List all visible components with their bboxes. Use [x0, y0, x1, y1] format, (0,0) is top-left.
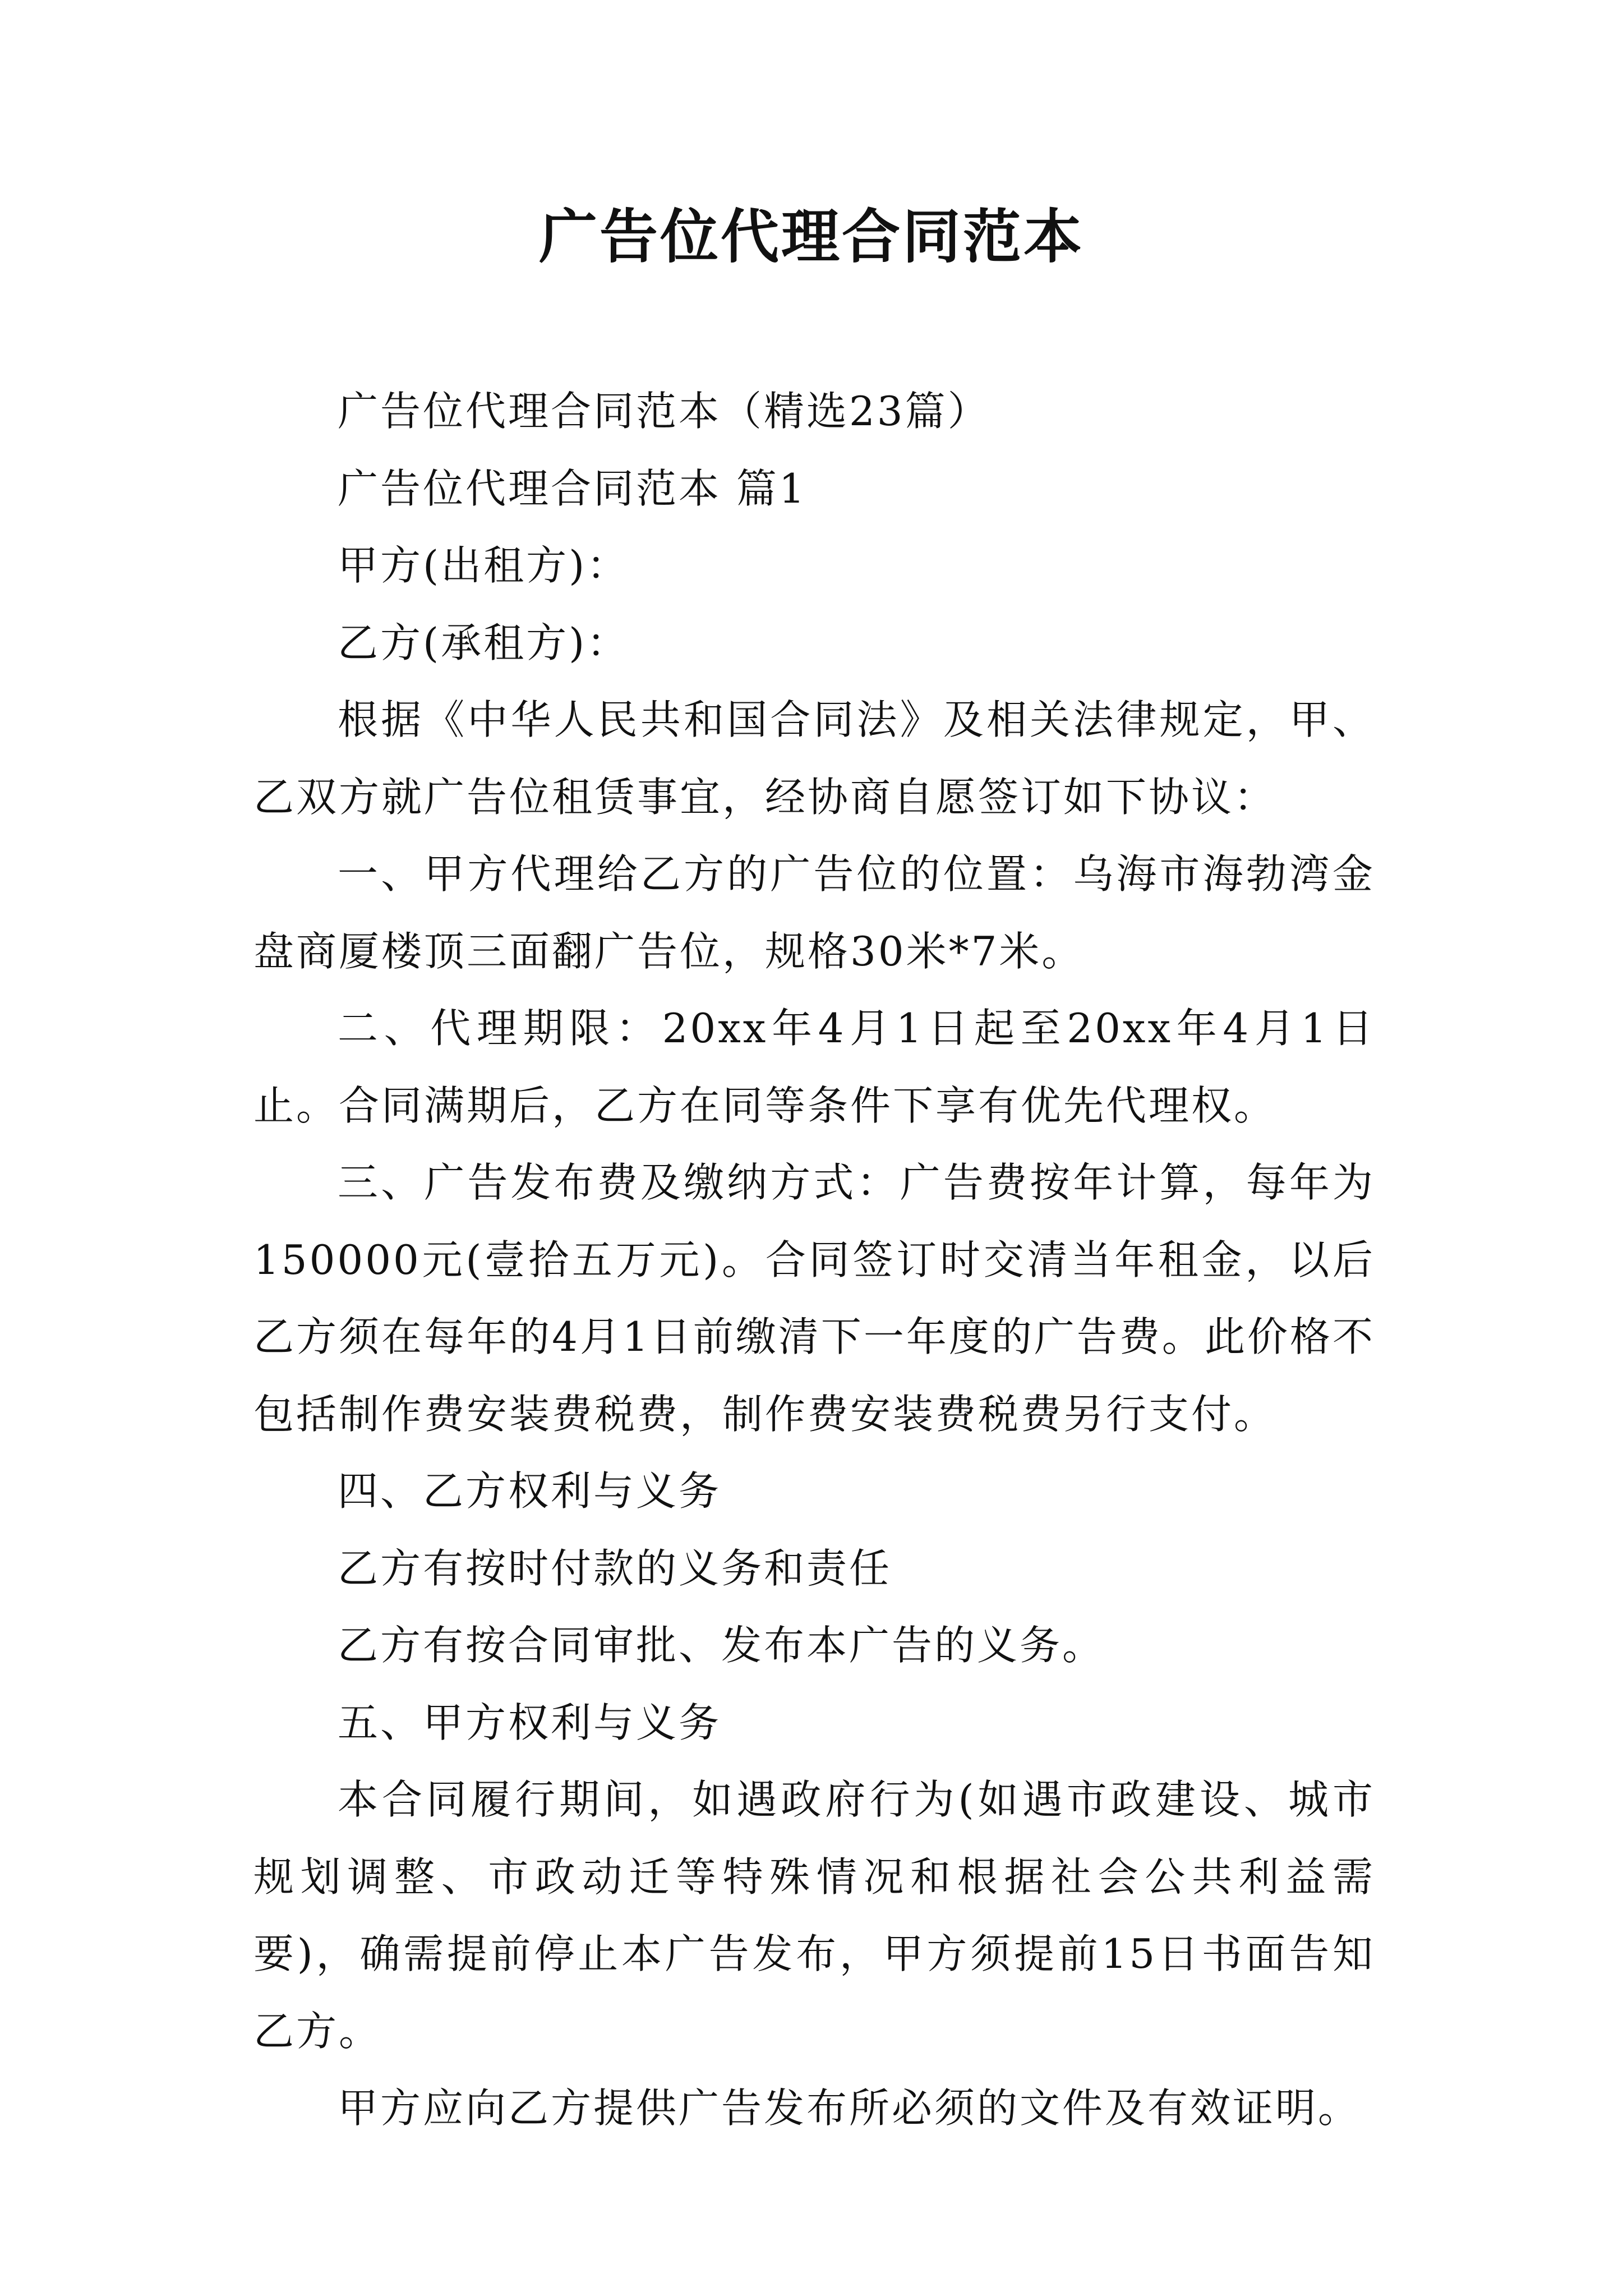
paragraph-clause-1: 一、甲方代理给乙方的广告位的位置：乌海市海勃湾金盘商厦楼顶三面翻广告位，规格30米*7米。	[253, 850, 1375, 975]
document-body	[253, 373, 1375, 2147]
paragraph-clause-4-heading: 四、乙方权利与义务	[338, 1467, 722, 1515]
paragraph-party-b: 乙方(承租方)：	[338, 619, 630, 666]
paragraph-clause-2: 二、代理期限：20xx年4月1日起至20xx年4月1日止。合同满期后，乙方在同等条件下享有优先代理权。	[253, 1005, 1375, 1129]
paragraph-clause-3: 三、广告发布费及缴纳方式：广告费按年计算，每年为150000元(壹拾五万元)。合同签订时交清当年租金，以后乙方须在每年的4月1日前缴清下一年度的广告费。此价格不包括制作费安装费税费，制作费安装费税费另行支付。	[253, 1159, 1375, 1438]
paragraph-section-heading: 广告位代理合同范本 篇1	[338, 464, 807, 512]
paragraph-clause-4-item-2: 乙方有按合同审批、发布本广告的义务。	[338, 1622, 1105, 1669]
paragraph-subtitle: 广告位代理合同范本（精选23篇）	[338, 388, 990, 435]
paragraph-clause-5-item-1: 本合同履行期间，如遇政府行为(如遇市政建设、城市规划调整、市政动迁等特殊情况和根据社会公共利益需要)，确需提前停止本广告发布，甲方须提前15日书面告知乙方。	[253, 1776, 1375, 2055]
document-title: 广告位代理合同范本	[538, 203, 1084, 271]
paragraph-clause-5-heading: 五、甲方权利与义务	[338, 1699, 722, 1746]
paragraph-preamble: 根据《中华人民共和国合同法》及相关法律规定，甲、乙双方就广告位租赁事宜，经协商自愿签订如下协议：	[253, 696, 1375, 821]
paragraph-clause-4-item-1: 乙方有按时付款的义务和责任	[338, 1544, 892, 1592]
paragraph-party-a: 甲方(出租方)：	[338, 542, 630, 589]
paragraph-clause-5-item-2: 甲方应向乙方提供广告发布所必须的文件及有效证明。	[338, 2085, 1361, 2132]
